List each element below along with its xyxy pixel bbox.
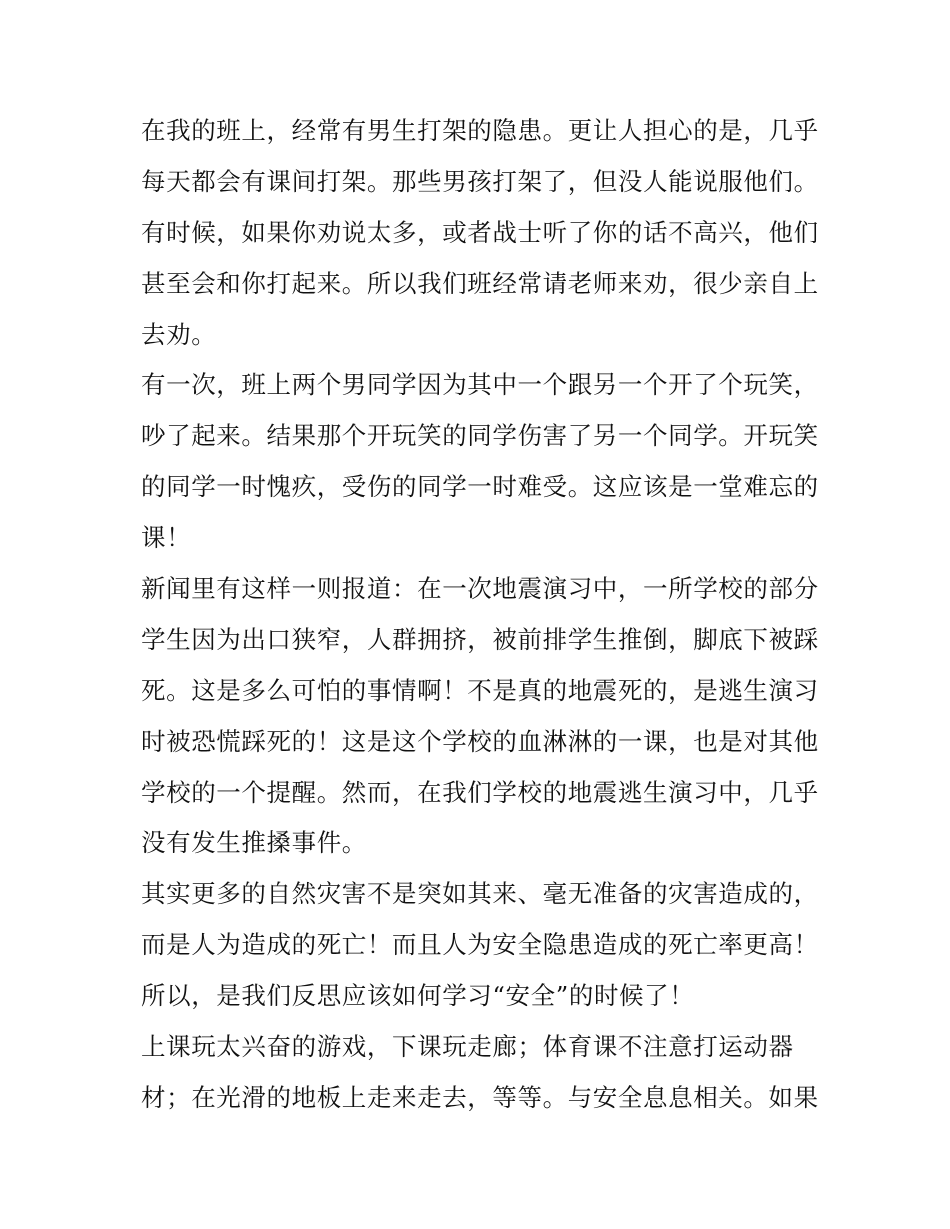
text-line: 死。这是多么可怕的事情啊！不是真的地震死的，是逃生演习 <box>141 675 819 705</box>
text-line: 学校的一个提醒。然而，在我们学校的地震逃生演习中，几乎 <box>141 777 819 807</box>
text-line: 的同学一时愧疚，受伤的同学一时难受。这应该是一堂难忘的 <box>141 472 819 502</box>
text-line: 学生因为出口狭窄，人群拥挤，被前排学生推倒，脚底下被踩 <box>141 624 819 654</box>
text-line: 有时候，如果你劝说太多，或者战士听了你的话不高兴，他们 <box>141 217 819 247</box>
text-line: 而是人为造成的死亡！而且人为安全隐患造成的死亡率更高！ <box>141 930 819 960</box>
text-line: 甚至会和你打起来。所以我们班经常请老师来劝，很少亲自上 <box>141 268 819 298</box>
text-line: 新闻里有这样一则报道：在一次地震演习中，一所学校的部分 <box>141 574 819 604</box>
text-line: 时被恐慌踩死的！这是这个学校的血淋淋的一课，也是对其他 <box>141 726 819 756</box>
text-line: 其实更多的自然灾害不是突如其来、毫无准备的灾害造成的， <box>141 879 819 909</box>
body-text <box>141 106 821 1124</box>
text-line: 吵了起来。结果那个开玩笑的同学伤害了另一个同学。开玩笑 <box>141 421 819 451</box>
text-line: 在我的班上，经常有男生打架的隐患。更让人担心的是，几乎 <box>141 116 819 145</box>
text-line: 上课玩太兴奋的游戏，下课玩走廊；体育课不注意打运动器 <box>141 1032 794 1062</box>
text-line: 每天都会有课间打架。那些男孩打架了，但没人能说服他们。 <box>141 166 819 196</box>
text-line: 材；在光滑的地板上走来走去，等等。与安全息息相关。如果 <box>141 1082 819 1112</box>
text-line: 课！ <box>141 523 192 553</box>
text-line: 没有发生推搡事件。 <box>141 828 367 858</box>
text-line: 所以，是我们反思应该如何学习“安全”的时候了！ <box>141 981 695 1011</box>
text-line: 去劝。 <box>141 319 217 349</box>
text-line: 有一次，班上两个男同学因为其中一个跟另一个开了个玩笑， <box>141 370 819 400</box>
